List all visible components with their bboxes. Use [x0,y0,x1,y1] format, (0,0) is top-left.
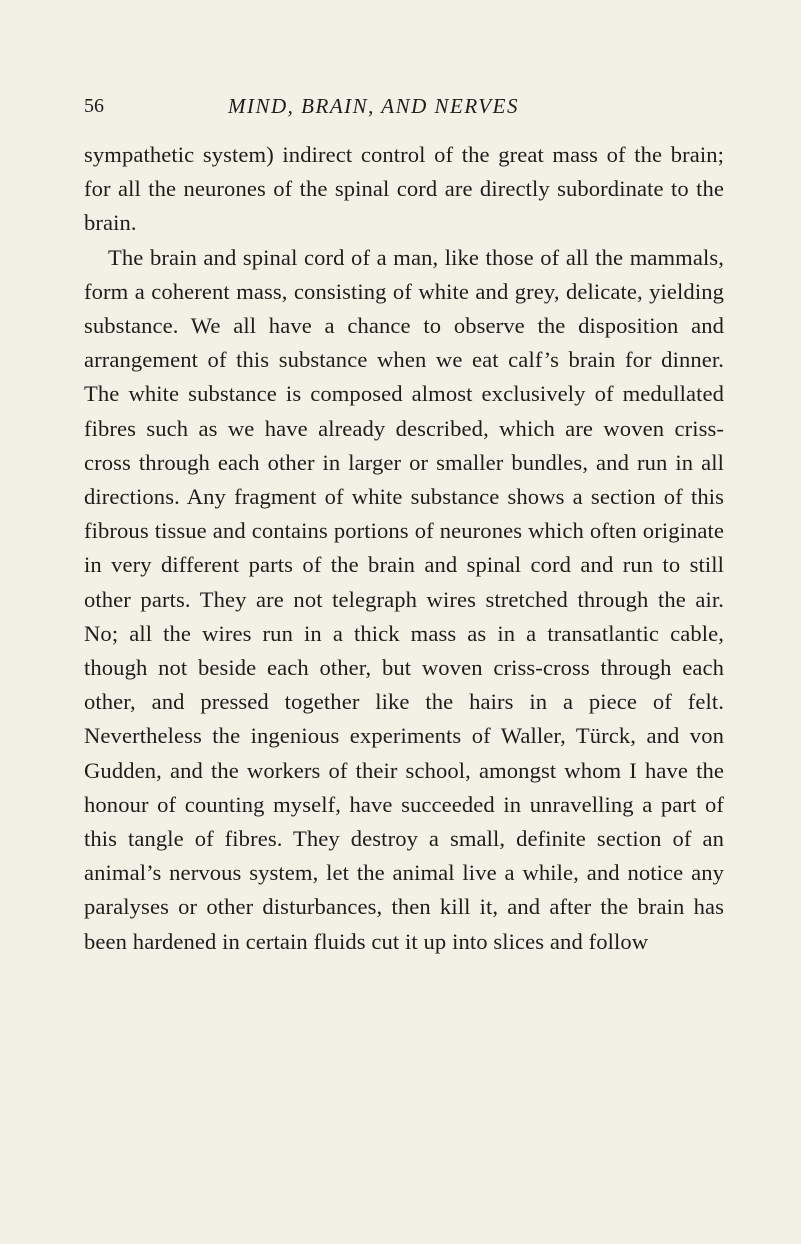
page-header [84,92,724,120]
page-number: 56 [84,95,104,117]
paragraph-2: The brain and spinal cord of a man, like those of all the mammals, form a coherent mass, consisting of white and grey, delicate, yielding substance. We all have a chance to observe the disposition and arrangement of this substance when we eat calf’s brain for dinner. The white substance is composed almost exclusively of medullated fibres such as we have already described, which are woven criss-cross through each other in larger or smaller bundles, and run in all directions. Any fragment of white substance shows a section of this fibrous tissue and contains portions of neurones which often originate in very different parts of the brain and spinal cord and run to still other parts. They are not telegraph wires stretched through the air. No; all the wires run in a thick mass as in a transatlantic cable, though not beside each other, but woven criss-cross through each other, and pressed together like the hairs in a piece of felt. Nevertheless the ingenious experiments of Waller, Türck, and von Gudden, and the workers of their school, amongst whom I have the honour of counting myself, have succeeded in unravelling a part of this tangle of fibres. They destroy a small, definite section of an animal’s nervous system, let the animal live a while, and notice any paralyses or other disturbances, then kill it, and after the brain has been hardened in certain fluids cut it up into slices and follow [84,244,724,954]
body-text [84,138,724,959]
running-title: MIND, BRAIN, AND NERVES [228,94,519,118]
paragraph-1: sympathetic system) indirect control of the great mass of the brain; for all the neurones of the spinal cord are directly subordinate to the brain. [84,142,724,236]
